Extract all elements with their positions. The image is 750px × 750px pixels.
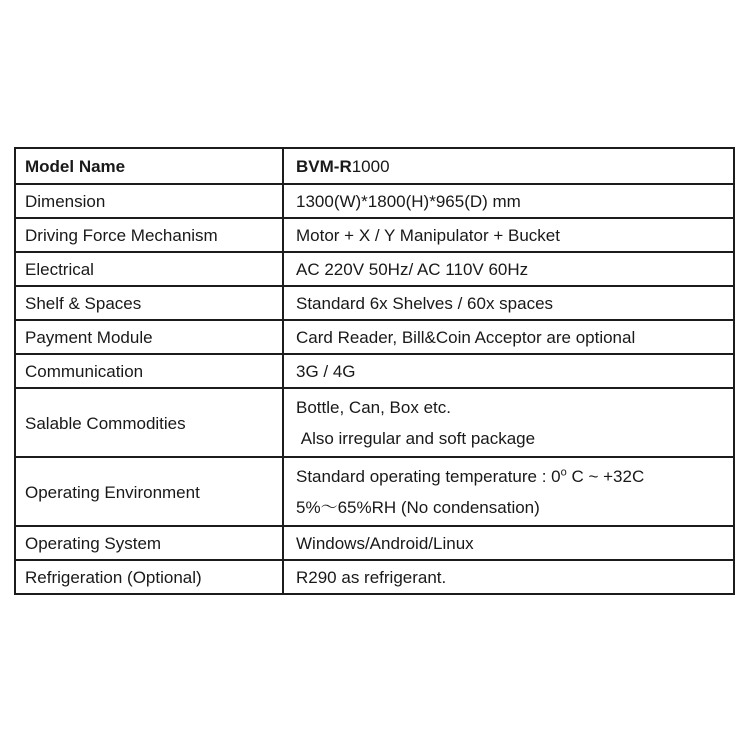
- spec-value-cell: [284, 321, 733, 353]
- spec-value-cell: [284, 287, 733, 319]
- spec-value-line: 3G / 4G: [296, 362, 356, 381]
- spec-value-cell: [284, 149, 733, 183]
- table-row-driving-force-mechanism: [16, 217, 733, 251]
- spec-value-cell: [284, 389, 733, 456]
- spec-label-cell: Operating System: [16, 527, 284, 559]
- spec-label-cell: Communication: [16, 355, 284, 387]
- spec-value-line: Standard operating temperature : 0$^o$ C ~ +32C: [296, 466, 645, 486]
- spec-value-line: Bottle, Can, Box etc.: [296, 398, 451, 417]
- spec-label-cell: Payment Module: [16, 321, 284, 353]
- spec-label-cell: Shelf & Spaces: [16, 287, 284, 319]
- spec-value-line: AC 220V 50Hz/ AC 110V 60Hz: [296, 260, 529, 279]
- spec-value-cell: [284, 527, 733, 559]
- table-row-salable-commodities: [16, 387, 733, 456]
- table-row-refrigeration-optional: [16, 559, 733, 593]
- spec-value-line: Card Reader, Bill&Coin Acceptor are optional: [296, 328, 636, 347]
- spec-label-cell: Driving Force Mechanism: [16, 219, 284, 251]
- spec-value-line: 1300(W)*1800(H)*965(D) mm: [296, 192, 521, 211]
- spec-label-cell: Salable Commodities: [16, 389, 284, 456]
- spec-label-cell: Electrical: [16, 253, 284, 285]
- spec-label-cell: Refrigeration (Optional): [16, 561, 284, 593]
- spec-value-cell: [284, 355, 733, 387]
- spec-label-cell: Dimension: [16, 185, 284, 217]
- spec-value-line: R290 as refrigerant.: [296, 568, 447, 587]
- spec-value-cell: [284, 185, 733, 217]
- table-row-electrical: [16, 251, 733, 285]
- table-row-communication: [16, 353, 733, 387]
- spec-label-cell: Model Name: [16, 149, 284, 183]
- table-row-shelf-and-spaces: [16, 285, 733, 319]
- table-row-model-name: [16, 149, 733, 183]
- spec-value-cell: [284, 219, 733, 251]
- spec-value-line: BVM-R1000: [296, 157, 390, 176]
- spec-value-line: Also irregular and soft package: [296, 429, 536, 448]
- spec-value-line: Motor + X / Y Manipulator + Bucket: [296, 226, 560, 245]
- table-row-operating-environment: [16, 456, 733, 525]
- spec-value-line: 5%～65%RH (No condensation): [296, 498, 540, 517]
- spec-label-cell: Operating Environment: [16, 458, 284, 525]
- spec-value-line: Windows/Android/Linux: [296, 534, 474, 553]
- spec-value-line: Standard 6x Shelves / 60x spaces: [296, 294, 554, 313]
- table-row-payment-module: [16, 319, 733, 353]
- spec-table: [14, 147, 735, 595]
- table-row-dimension: [16, 183, 733, 217]
- spec-value-cell: [284, 561, 733, 593]
- spec-value-cell: [284, 253, 733, 285]
- table-row-operating-system: [16, 525, 733, 559]
- spec-value-cell: [284, 458, 733, 525]
